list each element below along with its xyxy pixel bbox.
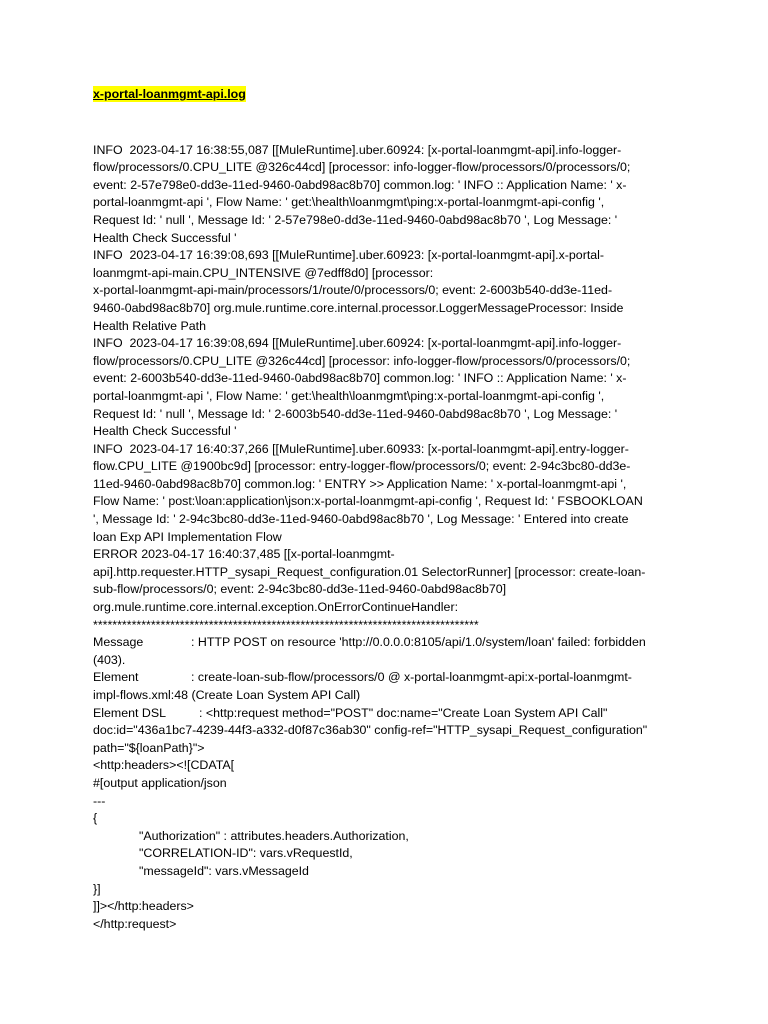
- code-line: <http:headers><![CDATA[: [93, 758, 235, 773]
- log-line: Request Id: ' null ', Message Id: ' 2-57e798e0-dd3e-11ed-9460-0abd98ac8b70 ', Log Message: ': [93, 212, 618, 227]
- log-line: org.mule.runtime.core.internal.exception.OnErrorContinueHandler:: [93, 600, 459, 615]
- log-line: flow/processors/0.CPU_LITE @326c44cd] [processor: info-logger-flow/processors/0/processors/0;: [93, 353, 631, 368]
- log-line: Request Id: ' null ', Message Id: ' 2-6003b540-dd3e-11ed-9460-0abd98ac8b70 ', Log Message: ': [93, 406, 618, 421]
- document-title: x-portal-loanmgmt-api.log: [93, 87, 246, 101]
- log-line: event: 2-57e798e0-dd3e-11ed-9460-0abd98ac8b70] common.log: ' INFO :: Application Name: ' x-: [93, 177, 627, 192]
- code-line: {: [93, 811, 98, 826]
- message-row: [93, 634, 683, 652]
- log-line: loanmgmt-api-main.CPU_INTENSIVE @7edff8d0] [processor:: [93, 265, 434, 280]
- code-line-indented: "messageId": vars.vMessageId: [139, 863, 309, 878]
- message-continuation: (403).: [93, 652, 126, 667]
- element-dsl-row: [93, 705, 683, 723]
- log-line: ', Message Id: ' 2-94c3bc80-dd3e-11ed-9460-0abd98ac8b70 ', Log Message: ' Entered into create: [93, 512, 629, 527]
- element-dsl-value: : <http:request method="POST" doc:name="Create Loan System API Call": [199, 705, 608, 720]
- log-line: Health Check Successful ': [93, 424, 237, 439]
- log-line: ERROR 2023-04-17 16:40:37,485 [[x-portal-loanmgmt-: [93, 547, 395, 562]
- log-line: api].http.requester.HTTP_sysapi_Request_configuration.01 SelectorRunner] [processor: create-loan-: [93, 564, 646, 579]
- code-line: </http:request>: [93, 916, 177, 931]
- element-dsl-continuation: path="${loanPath}">: [93, 740, 205, 755]
- element-dsl-continuation: doc:id="436a1bc7-4239-44f3-a332-d0f87c36ab30" config-ref="HTTP_sysapi_Request_configuration": [93, 723, 648, 738]
- log-line: portal-loanmgmt-api ', Flow Name: ' get:\health\loanmgmt\ping:x-portal-loanmgmt-api-config ',: [93, 195, 605, 210]
- log-line: INFO 2023-04-17 16:40:37,266 [[MuleRuntime].uber.60933: [x-portal-loanmgmt-api].entry-logger-: [93, 441, 629, 456]
- log-line: Health Check Successful ': [93, 230, 237, 245]
- code-line-indented: "Authorization" : attributes.headers.Authorization,: [139, 828, 409, 843]
- log-line: sub-flow/processors/0; event: 2-94c3bc80-dd3e-11ed-9460-0abd98ac8b70]: [93, 582, 507, 597]
- log-line: INFO 2023-04-17 16:39:08,694 [[MuleRuntime].uber.60924: [x-portal-loanmgmt-api].info-logger-: [93, 336, 622, 351]
- message-value: : HTTP POST on resource 'http://0.0.0.0:8105/api/1.0/system/loan' failed: forbidden: [191, 635, 646, 650]
- element-row: [93, 669, 683, 687]
- log-line: Health Relative Path: [93, 318, 206, 333]
- log-line: Flow Name: ' post:\loan:application\json:x-portal-loanmgmt-api-config ', Request Id: ' FSBOOKLOAN: [93, 494, 643, 509]
- code-line: #[output application/json: [93, 775, 227, 790]
- log-line: portal-loanmgmt-api ', Flow Name: ' get:\health\loanmgmt\ping:x-portal-loanmgmt-api-config ',: [93, 388, 605, 403]
- code-line: }]: [93, 881, 101, 896]
- code-line: ]]></http:headers>: [93, 899, 194, 914]
- spacer: [93, 104, 683, 142]
- log-line: x-portal-loanmgmt-api-main/processors/1/route/0/processors/0; event: 2-6003b540-dd3e-11ed-: [93, 283, 613, 298]
- log-line: INFO 2023-04-17 16:39:08,693 [[MuleRuntime].uber.60923: [x-portal-loanmgmt-api].x-portal-: [93, 248, 605, 263]
- code-line: ---: [93, 793, 106, 808]
- code-block: [93, 757, 683, 933]
- element-continuation: impl-flows.xml:48 (Create Loan System API Call): [93, 688, 361, 702]
- log-line: 9460-0abd98ac8b70] org.mule.runtime.core.internal.processor.LoggerMessageProcessor: Inside: [93, 300, 624, 315]
- log-line: event: 2-6003b540-dd3e-11ed-9460-0abd98ac8b70] common.log: ' INFO :: Application Name: ' x-: [93, 371, 627, 386]
- element-value: : create-loan-sub-flow/processors/0 @ x-portal-loanmgmt-api:x-portal-loanmgmt-: [191, 670, 632, 685]
- log-line: 11ed-9460-0abd98ac8b70] common.log: ' ENTRY >> Application Name: ' x-portal-loanmgmt-api ',: [93, 476, 627, 491]
- separator-stars: ********************************************************************************: [93, 617, 479, 632]
- message-label: Message: [93, 635, 144, 650]
- code-line-indented: "CORRELATION-ID": vars.vRequestId,: [139, 846, 353, 861]
- element-dsl-label: Element DSL: [93, 705, 167, 720]
- element-label: Element: [93, 670, 139, 685]
- log-line: loan Exp API Implementation Flow: [93, 529, 282, 544]
- log-line: INFO 2023-04-17 16:38:55,087 [[MuleRuntime].uber.60924: [x-portal-loanmgmt-api].info-logger-: [93, 142, 622, 157]
- log-entries: [93, 142, 683, 617]
- log-line: flow/processors/0.CPU_LITE @326c44cd] [processor: info-logger-flow/processors/0/processors/0;: [93, 160, 631, 175]
- log-line: flow.CPU_LITE @1900bc9d] [processor: entry-logger-flow/processors/0; event: 2-94c3bc80-dd3e-: [93, 459, 631, 474]
- document-page: [93, 86, 683, 933]
